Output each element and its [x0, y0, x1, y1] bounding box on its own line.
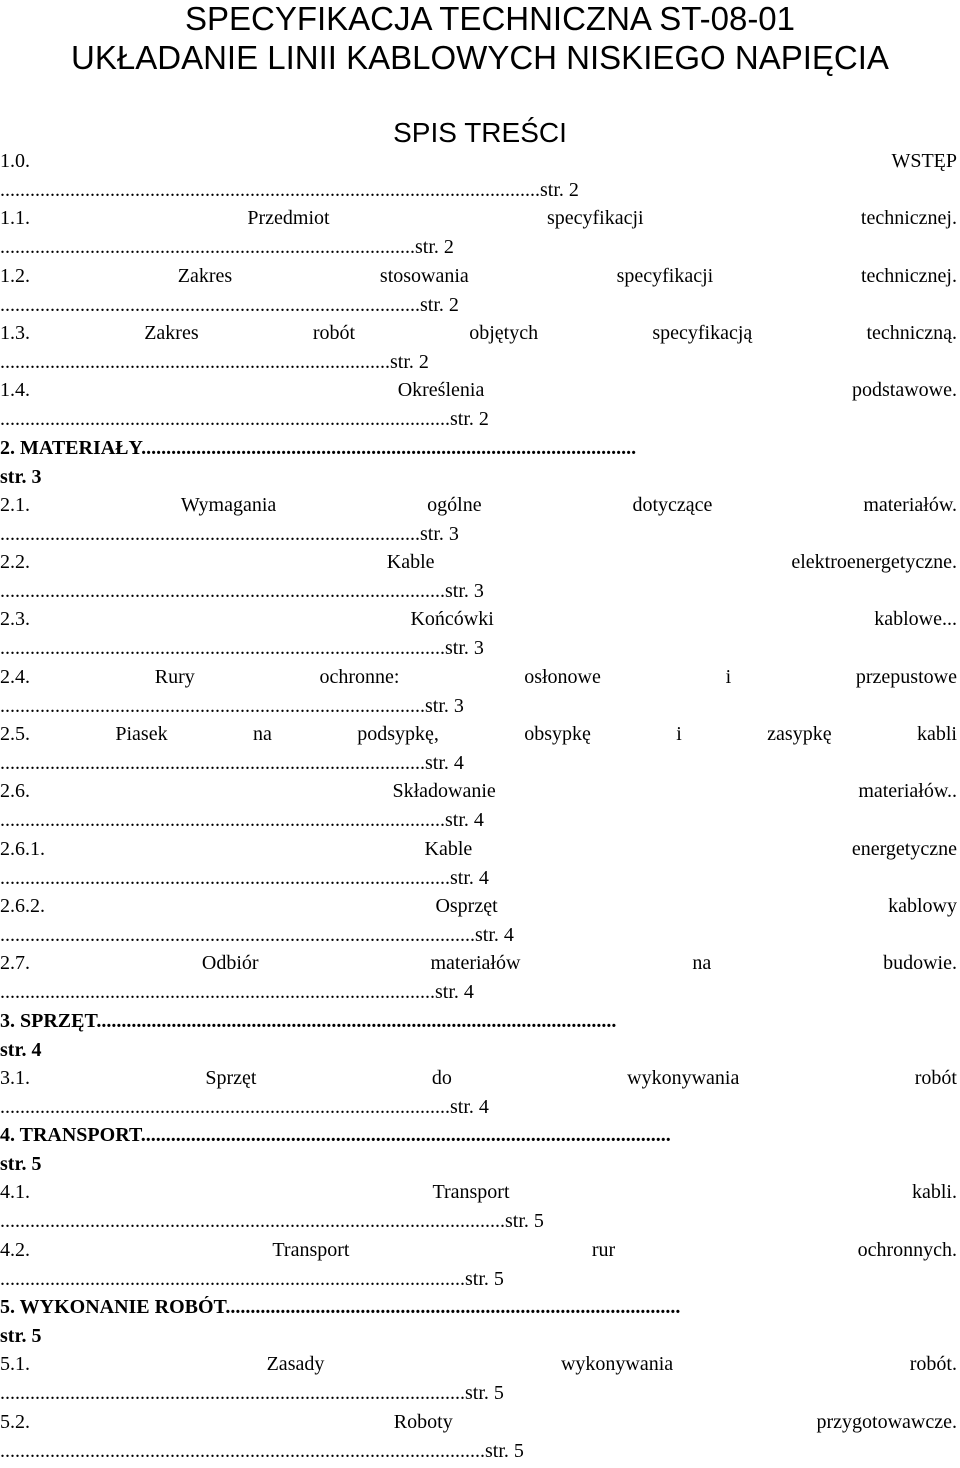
- toc-entry-leader: .........................................................................................: [0, 580, 445, 603]
- toc-entry-word: robót: [914, 1066, 957, 1089]
- toc-entry-word: materiałów.: [863, 493, 957, 516]
- toc-entry-leader: ..........................................................................................: [0, 1095, 450, 1118]
- toc-entry[interactable]: [0, 952, 957, 1009]
- toc-entry-word: technicznej.: [860, 264, 957, 287]
- toc-entry-page: str. 2: [540, 179, 579, 201]
- toc-entry-word: wykonywania: [627, 1066, 740, 1089]
- toc-entry-heading: [0, 895, 957, 925]
- toc-entry-page-line: [0, 408, 957, 431]
- toc-entry-number: 1.2.: [0, 264, 30, 287]
- toc-entry-page-line: [0, 981, 957, 1004]
- toc-entry-number: 2.6.2.: [0, 894, 45, 917]
- toc-entry-word: i: [676, 723, 682, 745]
- toc-entry-word: materiałów..: [858, 780, 957, 803]
- toc-entry-leader: .....................................................................................: [0, 694, 425, 717]
- toc-entry-page-line: [0, 1382, 957, 1405]
- toc-entry-word: Końcówki: [410, 608, 494, 631]
- toc-entry-page-line: [0, 523, 957, 546]
- toc-entry-page: str. 5: [465, 1267, 504, 1290]
- toc-entry-word: ogólne: [427, 493, 482, 516]
- toc-entry-leader: ....................................................................................: [0, 522, 420, 545]
- toc-entry-heading: [0, 437, 957, 467]
- toc-entry-number: 1.1.: [0, 207, 30, 230]
- toc-entry-leader: ...............................................................................................: [0, 923, 475, 946]
- toc-entry-word: Wymagania: [180, 493, 277, 516]
- toc-entry-word: robót.: [909, 1353, 957, 1376]
- toc-entry-word: ochronnych.: [857, 1238, 957, 1261]
- toc-entry-page: str. 2: [420, 293, 459, 316]
- toc-entry-word: osłonowe: [524, 665, 601, 688]
- toc-entry-heading: [0, 1353, 957, 1383]
- toc-entry-page-line: [0, 924, 957, 947]
- toc-entry[interactable]: [0, 494, 957, 551]
- toc-entry-page: str. 5: [505, 1210, 544, 1233]
- toc-entry-page-line: [0, 351, 957, 374]
- toc-entry[interactable]: [0, 1067, 957, 1124]
- toc-entry-word: podsypkę,: [357, 723, 439, 745]
- toc-entry-page-line: [0, 867, 957, 890]
- toc-entry-number: 4.2.: [0, 1238, 30, 1261]
- toc-entry-page: str. 3: [0, 465, 42, 488]
- toc-entry-page: str. 3: [425, 694, 464, 717]
- toc-entry-word: Roboty: [393, 1410, 453, 1433]
- toc-entry-word: techniczną.: [866, 321, 957, 344]
- toc-entry-heading: [0, 1296, 957, 1326]
- toc-entry-word: do: [431, 1066, 452, 1089]
- toc-entry-page-line: [0, 809, 957, 832]
- toc-entry-word: elektroenergetyczne.: [791, 551, 957, 574]
- toc-entry-page: str. 2: [390, 350, 429, 373]
- toc-entry-word: przygotowawcze.: [816, 1410, 957, 1433]
- toc-entry-word: rur: [591, 1238, 616, 1261]
- toc-entry[interactable]: [0, 666, 957, 723]
- toc-entry[interactable]: [0, 1411, 957, 1468]
- toc-entry-number: 2.6.1.: [0, 837, 45, 860]
- toc-entry-page-line: [0, 179, 957, 202]
- toc-entry-page: str. 3: [420, 522, 459, 545]
- toc-entry[interactable]: [0, 723, 957, 780]
- toc-entry[interactable]: [0, 1353, 957, 1410]
- toc-entry-word: wykonywania: [560, 1353, 674, 1376]
- toc-entry-word: Transport: [432, 1181, 510, 1204]
- toc-entry-leader: ....................................................................................: [0, 293, 420, 316]
- toc-entry-word: Przedmiot: [247, 207, 330, 230]
- toc-entry-number: 2.1.: [0, 493, 30, 516]
- toc-entry-word: energetyczne: [851, 837, 957, 860]
- toc-entry-heading: [0, 379, 957, 409]
- toc-entry-heading: [0, 1067, 957, 1097]
- toc-entry-number: 5.2.: [0, 1410, 30, 1433]
- toc-entry-word: ochronne:: [319, 665, 400, 688]
- toc-entry-page: str. 5: [0, 1153, 42, 1176]
- toc-entry-leader: ..........................................................................................: [0, 866, 450, 889]
- toc-entry-number: 5.: [0, 1296, 15, 1318]
- toc-entry-word: Odbiór: [201, 952, 259, 975]
- toc-entry-title: WYKONANIE ROBÓT...........................................................................................: [15, 1296, 681, 1318]
- toc-entry-leader: .....................................................................................: [0, 752, 425, 774]
- toc-entry-heading: [0, 838, 957, 868]
- toc-entry-number: 4.1.: [0, 1181, 30, 1204]
- toc-entry-page-line: [0, 1210, 957, 1233]
- toc-entry-word: Piasek: [115, 723, 168, 745]
- toc-entry-heading: [0, 1010, 957, 1040]
- toc-entry-title: TRANSPORT..........................................................................................................: [15, 1124, 671, 1147]
- toc-entry-heading: [0, 322, 957, 352]
- toc-entry-word: Transport: [272, 1238, 350, 1261]
- toc-entry-leader: .........................................................................................: [0, 637, 445, 660]
- toc-entry-page-line: [0, 752, 957, 775]
- toc-entry[interactable]: [0, 1296, 957, 1353]
- toc-entry-word: przepustowe: [855, 665, 957, 688]
- toc-entry-number: 5.1.: [0, 1353, 30, 1376]
- toc-entry-page: str. 4: [435, 981, 474, 1004]
- toc-entry[interactable]: [0, 780, 957, 837]
- toc-entry-leader: ..........................................................................................: [0, 408, 450, 431]
- toc-entry-heading: [0, 666, 957, 696]
- toc-entry-heading: [0, 1181, 957, 1211]
- toc-entry-page: str. 2: [450, 408, 489, 431]
- toc-entry-title: MATERIAŁY...................................................................................................: [15, 436, 637, 459]
- toc-entry[interactable]: [0, 322, 957, 379]
- toc-entry-number: 2.5.: [0, 723, 30, 745]
- toc-entry-page-line: [0, 637, 957, 660]
- toc-entry-word: obsypkę: [524, 723, 591, 745]
- toc-entry-number: 2.4.: [0, 665, 30, 688]
- toc-entry-leader: .............................................................................................: [0, 1382, 465, 1405]
- toc-entry[interactable]: [0, 150, 957, 207]
- toc-entry-page-line: [0, 1440, 957, 1463]
- toc-entry[interactable]: [0, 608, 957, 665]
- toc-entry-number: 1.4.: [0, 379, 30, 402]
- toc-entry-number: 4.: [0, 1124, 15, 1147]
- toc-entry-leader: ...................................................................................: [0, 236, 415, 259]
- toc-entry-word: stosowania: [379, 264, 469, 287]
- toc-entry-word: i: [725, 665, 732, 688]
- toc-entry-page: str. 4: [450, 866, 489, 889]
- document-title-line-2: UKŁADANIE LINII KABLOWYCH NISKIEGO NAPIĘCIA: [71, 39, 889, 76]
- toc-entry-leader: .........................................................................................: [0, 809, 445, 832]
- toc-entry[interactable]: [0, 265, 957, 322]
- document-title-line-1: SPECYFIKACJA TECHNICZNA ST-08-01: [184, 0, 796, 37]
- toc-entry-page-line: [0, 580, 957, 603]
- toc-entry-heading: [0, 1124, 957, 1154]
- toc-entry-word: Kable: [386, 551, 435, 574]
- toc-entry-page: str. 5: [485, 1439, 524, 1462]
- toc-entry[interactable]: [0, 1124, 957, 1181]
- toc-entry-page-line: [0, 236, 957, 259]
- toc-entry-word: Składowanie: [392, 780, 496, 803]
- toc-entry-heading: [0, 952, 957, 982]
- toc-entry-word: technicznej.: [860, 207, 957, 230]
- toc-entry-number: 3.: [0, 1009, 15, 1032]
- toc-entry-word: materiałów: [430, 952, 521, 975]
- toc-entry-word: robót: [312, 321, 356, 344]
- toc-entry-heading: [0, 1239, 957, 1269]
- toc-entry-title: SPRZĘT........................................................................................................: [15, 1009, 617, 1032]
- toc-entry[interactable]: [0, 551, 957, 608]
- toc-entry[interactable]: [0, 895, 957, 952]
- toc-entry[interactable]: [0, 1181, 957, 1238]
- toc-entry-leader: ............................................................................................................: [0, 179, 540, 201]
- toc-entry-page: str. 4: [475, 923, 514, 946]
- toc-entry-word: kabli.: [912, 1181, 957, 1204]
- toc-entry-page-line: [0, 695, 957, 718]
- toc-entry[interactable]: [0, 838, 957, 895]
- toc-entry[interactable]: [0, 379, 957, 436]
- toc-entry-page: str. 3: [445, 637, 484, 660]
- toc-heading: SPIS TREŚCI: [393, 117, 567, 148]
- toc-entry-page-line: [0, 1096, 957, 1119]
- toc-entry-heading: [0, 551, 957, 581]
- toc-entry-page: str. 3: [445, 580, 484, 603]
- toc-entry-word: WSTĘP: [891, 150, 957, 172]
- toc-entry[interactable]: [0, 1239, 957, 1296]
- toc-entry[interactable]: [0, 437, 957, 494]
- toc-entry-heading: [0, 207, 957, 237]
- toc-entry-word: Zakres: [144, 321, 199, 344]
- toc-entry-word: Kable: [424, 837, 473, 860]
- toc-entry-page: str. 5: [465, 1382, 504, 1405]
- toc-entry-leader: .............................................................................................: [0, 1267, 465, 1290]
- toc-entry-word: specyfikacją: [652, 321, 753, 344]
- toc-entry-number: 2.2.: [0, 551, 30, 574]
- toc-entry-page: str. 4: [0, 1038, 42, 1061]
- toc-entry-heading: [0, 608, 957, 638]
- toc-entry-heading: [0, 150, 957, 180]
- toc-entry-word: na: [692, 952, 712, 975]
- toc-entry-word: specyfikacji: [616, 264, 714, 287]
- toc-entry-number: 2.7.: [0, 952, 30, 975]
- toc-entry-number: 1.0.: [0, 150, 30, 172]
- toc-entry-word: na: [252, 723, 272, 745]
- toc-entry-heading: [0, 1411, 957, 1441]
- toc-entry-heading: [0, 265, 957, 295]
- toc-entry-word: Sprzęt: [205, 1066, 257, 1089]
- toc-entry-word: kablowy: [888, 894, 957, 917]
- toc-entry-heading: [0, 780, 957, 810]
- toc-entry-page-line: [0, 1268, 957, 1291]
- toc-entry-leader: ..............................................................................: [0, 350, 390, 373]
- toc-entry-page: str. 4: [450, 1095, 489, 1118]
- toc-entry[interactable]: [0, 207, 957, 264]
- toc-entry-leader: .....................................................................................................: [0, 1210, 505, 1233]
- toc-entry-word: dotyczące: [632, 493, 713, 516]
- toc-entry-word: podstawowe.: [852, 379, 957, 402]
- toc-entry-word: zasypkę: [767, 723, 832, 745]
- toc-entry-word: Określenia: [397, 379, 485, 402]
- toc-entry-word: Rury: [154, 665, 195, 688]
- toc-entry[interactable]: [0, 1010, 957, 1067]
- toc-entry-word: specyfikacji: [546, 207, 644, 230]
- toc-entry-heading: [0, 494, 957, 524]
- toc-entry-word: Zakres: [177, 264, 233, 287]
- toc-entry-word: budowie.: [883, 952, 957, 975]
- toc-entry-page: str. 4: [425, 752, 464, 774]
- toc-entry-word: kablowe...: [874, 608, 957, 631]
- toc-entry-word: Osprzęt: [435, 894, 498, 917]
- toc-entry-number: 2.: [0, 436, 15, 459]
- toc-entry-word: Zasady: [266, 1353, 325, 1376]
- toc-entry-page: str. 4: [445, 809, 484, 832]
- toc-entry-word: kabli: [916, 723, 957, 745]
- toc-entry-page: str. 5: [0, 1325, 42, 1347]
- toc-entry-heading: [0, 723, 957, 753]
- toc-entry-page-line: [0, 294, 957, 317]
- toc-entry-leader: .................................................................................................: [0, 1439, 485, 1462]
- toc-entry-number: 3.1.: [0, 1066, 30, 1089]
- toc-entry-leader: .......................................................................................: [0, 981, 435, 1004]
- toc-entry-page: str. 2: [415, 236, 454, 259]
- toc-entry-number: 2.6.: [0, 780, 30, 803]
- toc-entry-word: objętych: [469, 321, 539, 344]
- toc-entry-number: 1.3.: [0, 321, 30, 344]
- toc-entry-number: 2.3.: [0, 608, 30, 631]
